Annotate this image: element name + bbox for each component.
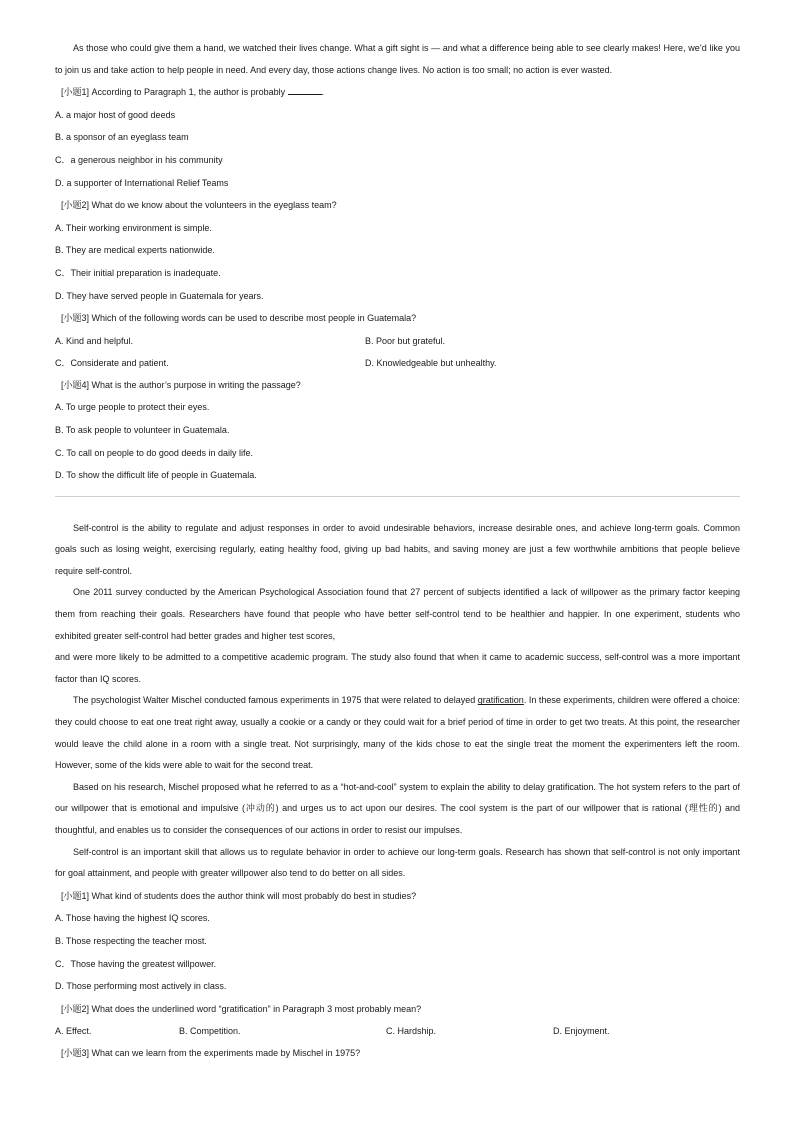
p2-q2-option-d: D. Enjoyment. (553, 1026, 610, 1037)
p1-q4-option-c: C. To call on people to do good deeds in daily life. (55, 447, 253, 458)
passage2-paragraph-1: Self-control is the ability to regulate and adjust responses in order to avoid undesirable behaviors, increase desirable ones, and achieve long-term goals. Common goals such as losing weight, exercising regularly, eating healthy food, giving up bad habits, and saving money are just a few worthwhile ambitions that people believe require self-control. (55, 522, 740, 576)
p1-q3-option-a: A. Kind and helpful. (55, 335, 134, 346)
p2-q2-option-a: A. Effect. (55, 1026, 92, 1037)
p1-q4-option-a: A. To urge people to protect their eyes. (55, 402, 210, 413)
p2-q2-options-row (55, 1020, 740, 1042)
passage2-paragraph-2b: and were more likely to be admitted to a competitive academic program. The study also found that when it came to academic success, self-control was a more important factor than IQ scores. (55, 652, 740, 684)
underlined-word: gratification (477, 695, 524, 706)
p2-q1-option-c: C．Those having the greatest willpower. (55, 958, 217, 969)
answer-blank (288, 86, 322, 95)
p1-q3-option-d: D. Knowledgeable but unhealthy. (365, 357, 497, 368)
passage2-paragraph-2a: One 2011 survey conducted by the American Psychological Association found that 27 percent of subjects identified a lack of willpower as the primary factor keeping them from reaching their goals. Researchers have found that people who have better self-control tend to be healthier and happier. In one experiment, students who exhibited greater self-control had better grades and higher test scores, (55, 587, 740, 641)
p2-q1-option-a: A. Those having the highest IQ scores. (55, 913, 210, 924)
p1-q1-option-c: C．a generous neighbor in his community (55, 154, 223, 165)
p2-q2-option-c: C. Hardship. (386, 1026, 437, 1037)
p1-question-1: [小题1] According to Paragraph 1, the author is probably . (61, 87, 325, 98)
passage2-paragraph-3: The psychologist Walter Mischel conducted famous experiments in 1975 that were related to delayed gratification. In these experiments, children were offered a choice: they could choose to eat one treat right away, usually a cookie or a candy or they could wait for a brief period of time in order to get two treats. At this point, the researcher would leave the child alone in a room with a single treat. Not surprisingly, many of the kids chose to eat the single treat the moment the experimenters left the room. However, some of the kids were able to wait for the second treat. (55, 695, 740, 771)
passage2-paragraph-5: Self-control is an important skill that allows us to regulate behavior in order to achieve our long-term goals. Research has shown that self-control is not only important for goal attainment, and people with greater willpower also tend to do better on all sides. (55, 846, 740, 879)
p1-q1-option-b: B. a sponsor of an eyeglass team (55, 132, 189, 143)
p1-question-4: [小题4] What is the author’s purpose in writing the passage? (61, 379, 301, 390)
p1-q1-option-d: D. a supporter of International Relief Teams (55, 177, 229, 188)
document-page (55, 38, 740, 1065)
p1-q2-option-b: B. They are medical experts nationwide. (55, 245, 215, 256)
p1-q2-option-c: C．Their initial preparation is inadequate. (55, 267, 221, 278)
p1-q1-option-a: A. a major host of good deeds (55, 109, 176, 120)
passage2-paragraph-4: Based on his research, Mischel proposed what he referred to as a “hot-and-cool” system to explain the ability to delay gratification. The hot system refers to the part of our willpower that is emotional and impulsive (冲动的) and urges us to act upon our desires. The cool system is the part of our willpower that is rational (理性的) and thoughtful, and enables us to consider the consequences of our actions in order to resist our impulses. (55, 781, 740, 835)
p1-question-3: [小题3] Which of the following words can be used to describe most people in Guatemala? (61, 313, 417, 324)
p1-q3-option-b: B. Poor but grateful. (365, 335, 446, 346)
passage1-final-paragraph: As those who could give them a hand, we watched their lives change. What a gift sight is — and what a difference being able to see clearly makes! Here, we’d like you to join us and take action to help people in need. And every day, those actions change lives. No action is too small; no action is ever wasted. (55, 43, 740, 75)
p1-q4-option-d: D. To show the difficult life of people in Guatemala. (55, 470, 257, 481)
p2-q1-option-b: B. Those respecting the teacher most. (55, 935, 207, 946)
p2-question-2: [小题2] What does the underlined word “gratification” in Paragraph 3 most probably mean? (61, 1003, 422, 1014)
p1-question-2: [小题2] What do we know about the volunteers in the eyeglass team? (61, 200, 337, 211)
p2-q2-option-b: B. Competition. (179, 1026, 241, 1037)
p2-question-3: [小题3] What can we learn from the experiments made by Mischel in 1975? (61, 1048, 361, 1059)
p1-q4-option-b: B. To ask people to volunteer in Guatemala. (55, 424, 230, 435)
p1-q2-option-d: D. They have served people in Guatemala for years. (55, 290, 264, 301)
p1-q3-options-row-2 (55, 352, 740, 374)
p1-q3-option-c: C．Considerate and patient. (55, 357, 169, 368)
p2-question-1: [小题1] What kind of students does the author think will most probably do best in studies? (61, 890, 417, 901)
p2-q1-option-d: D. Those performing most actively in class. (55, 981, 227, 992)
p1-q3-options-row-1 (55, 330, 740, 352)
p1-q2-option-a: A. Their working environment is simple. (55, 222, 212, 233)
